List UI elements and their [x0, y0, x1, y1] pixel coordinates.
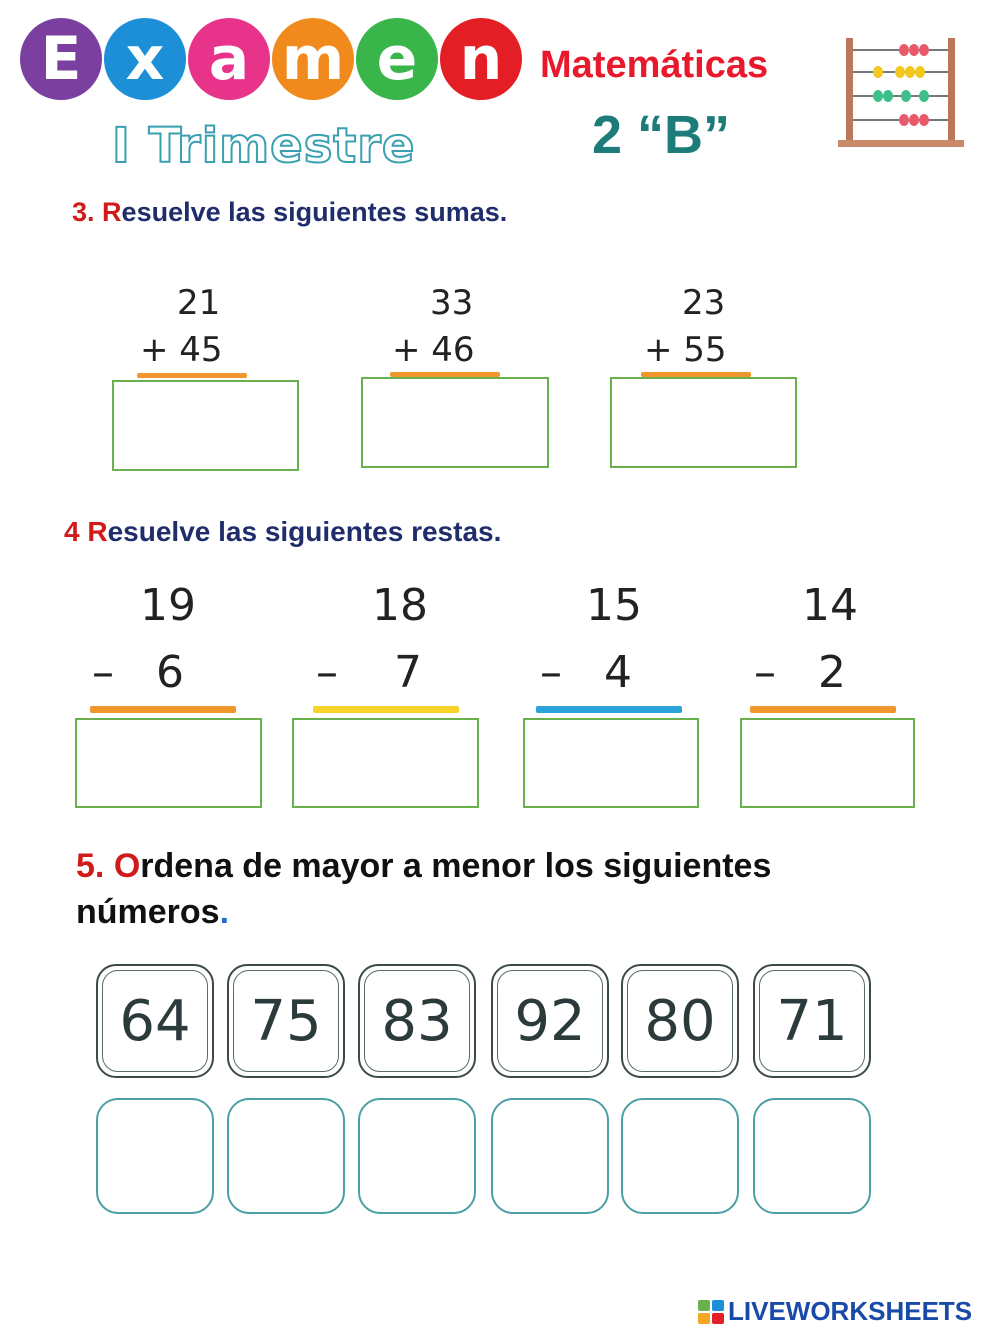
title-letter: a: [188, 18, 270, 100]
number-card[interactable]: [621, 964, 739, 1078]
number-card[interactable]: [753, 964, 871, 1078]
order-answer-box[interactable]: [621, 1098, 739, 1214]
section-number: 5.: [76, 847, 105, 885]
sum-answer-box[interactable]: [610, 377, 797, 468]
section-4-title: [64, 516, 501, 548]
subtraction-answer-box[interactable]: [292, 718, 479, 808]
subtraction-bottom-number: – 6: [92, 647, 184, 698]
section-text: esuelve las siguientes sumas.: [121, 197, 508, 227]
sum-answer-box[interactable]: [112, 380, 299, 471]
sum-bottom-number: + 55: [644, 330, 727, 370]
subject-title: Matemáticas: [540, 44, 769, 86]
subtraction-underline: [90, 706, 236, 713]
order-answer-box[interactable]: [491, 1098, 609, 1214]
number-card-value: 75: [250, 988, 322, 1054]
number-card-value: 71: [776, 988, 848, 1054]
section-text: esuelve las siguientes restas.: [107, 516, 502, 547]
subtraction-top-number: 18: [372, 580, 428, 631]
subtraction-top-number: 15: [586, 580, 642, 631]
number-card[interactable]: [491, 964, 609, 1078]
sum-top-number: 21: [177, 283, 221, 323]
section-first-letter: O: [113, 847, 141, 885]
sum-bottom-number: + 45: [140, 330, 223, 370]
sum-top-number: 23: [682, 283, 726, 323]
subtraction-answer-box[interactable]: [75, 718, 262, 808]
subtraction-answer-box[interactable]: [523, 718, 699, 808]
section-text: rdena de mayor a menor los siguientes números: [76, 847, 772, 931]
subtitle-trimestre: I Trimestre: [112, 118, 416, 174]
order-answer-box[interactable]: [227, 1098, 345, 1214]
number-card-value: 83: [381, 988, 453, 1054]
order-answer-box[interactable]: [358, 1098, 476, 1214]
section-first-letter: R: [87, 516, 108, 547]
subtraction-answer-box[interactable]: [740, 718, 915, 808]
section-number: 4: [64, 516, 80, 547]
number-card-value: 64: [119, 988, 191, 1054]
subtraction-bottom-number: – 7: [316, 647, 422, 698]
number-card[interactable]: [358, 964, 476, 1078]
subtraction-underline: [313, 706, 459, 713]
section-5-title: [76, 843, 896, 935]
exam-title: [20, 18, 522, 100]
number-card[interactable]: [227, 964, 345, 1078]
title-letter: m: [272, 18, 354, 100]
sum-underline: [137, 373, 247, 378]
title-letter: n: [440, 18, 522, 100]
footer-brand: LIVEWORKSHEETS: [728, 1296, 973, 1326]
title-letter: E: [20, 18, 102, 100]
abacus-icon: [838, 34, 964, 150]
order-answer-box[interactable]: [96, 1098, 214, 1214]
order-answer-box[interactable]: [753, 1098, 871, 1214]
subtraction-top-number: 14: [802, 580, 858, 631]
subtraction-bottom-number: – 4: [540, 647, 632, 698]
section-number: 3.: [72, 197, 95, 227]
sum-top-number: 33: [430, 283, 474, 323]
sum-answer-box[interactable]: [361, 377, 549, 468]
title-letter: x: [104, 18, 186, 100]
number-card-value: 80: [644, 988, 716, 1054]
section-first-letter: R: [102, 197, 122, 227]
title-letter: e: [356, 18, 438, 100]
sum-bottom-number: + 46: [392, 330, 475, 370]
number-card[interactable]: [96, 964, 214, 1078]
liveworksheets-logo[interactable]: [698, 1296, 972, 1327]
section-3-title: [72, 197, 507, 228]
subtraction-bottom-number: – 2: [754, 647, 846, 698]
number-card-value: 92: [514, 988, 586, 1054]
section-period: .: [219, 893, 230, 931]
subtraction-top-number: 19: [140, 580, 196, 631]
subtraction-underline: [750, 706, 896, 713]
subtraction-underline: [536, 706, 682, 713]
grade-label: 2 “B”: [592, 105, 731, 165]
liveworksheets-icon: [698, 1300, 724, 1324]
